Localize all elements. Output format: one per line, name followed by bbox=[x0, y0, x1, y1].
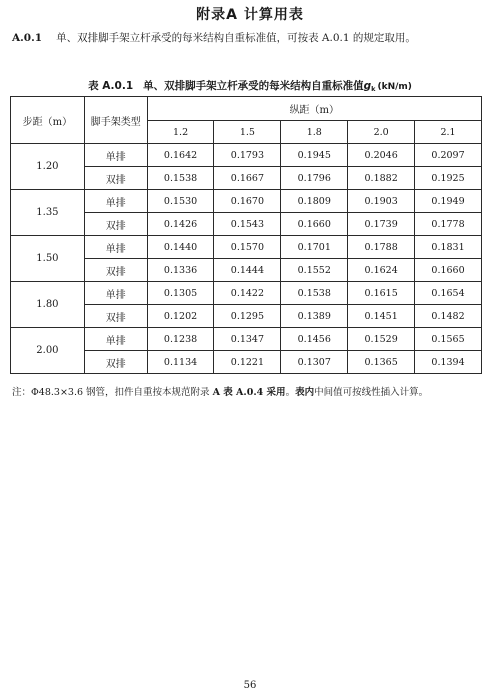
header-span: 纵距（m） bbox=[147, 97, 481, 121]
value-cell: 0.1701 bbox=[281, 236, 348, 259]
value-cell: 0.1538 bbox=[281, 282, 348, 305]
appendix-title: 附录A 计算用表 bbox=[196, 7, 304, 23]
clause-a01 bbox=[12, 30, 490, 45]
table-caption-symbol: g bbox=[363, 80, 372, 92]
value-cell: 0.1831 bbox=[415, 236, 482, 259]
header-span-value: 1.8 bbox=[281, 121, 348, 144]
step-cell: 1.20 bbox=[11, 144, 85, 190]
step-cell: 1.80 bbox=[11, 282, 85, 328]
value-cell: 0.1347 bbox=[214, 328, 281, 351]
table-note bbox=[12, 384, 428, 398]
value-cell: 0.1305 bbox=[147, 282, 214, 305]
value-cell: 0.1440 bbox=[147, 236, 214, 259]
value-cell: 0.1670 bbox=[214, 190, 281, 213]
table-header-row bbox=[11, 97, 482, 121]
value-cell: 0.1456 bbox=[281, 328, 348, 351]
note-middle: 。 bbox=[285, 387, 296, 398]
type-cell: 双排 bbox=[84, 259, 147, 282]
value-cell: 0.1295 bbox=[214, 305, 281, 328]
value-cell: 0.2097 bbox=[415, 144, 482, 167]
step-cell: 2.00 bbox=[11, 328, 85, 374]
type-cell: 双排 bbox=[84, 167, 147, 190]
note-prefix: 注：Φ48.3×3.6 钢管，扣件自重按本规范附录 bbox=[12, 387, 213, 398]
type-cell: 单排 bbox=[84, 282, 147, 305]
value-cell: 0.1389 bbox=[281, 305, 348, 328]
value-cell: 0.1543 bbox=[214, 213, 281, 236]
value-cell: 0.1925 bbox=[415, 167, 482, 190]
value-cell: 0.1778 bbox=[415, 213, 482, 236]
value-cell: 0.1949 bbox=[415, 190, 482, 213]
value-cell: 0.1570 bbox=[214, 236, 281, 259]
self-weight-table bbox=[10, 96, 482, 374]
header-span-value: 1.5 bbox=[214, 121, 281, 144]
table-caption-unit: (kN/m) bbox=[377, 82, 412, 92]
value-cell: 0.1667 bbox=[214, 167, 281, 190]
note-emph: 表内 bbox=[295, 387, 315, 398]
value-cell: 0.2046 bbox=[348, 144, 415, 167]
header-span-value: 1.2 bbox=[147, 121, 214, 144]
table-row bbox=[11, 328, 482, 351]
value-cell: 0.1903 bbox=[348, 190, 415, 213]
value-cell: 0.1482 bbox=[415, 305, 482, 328]
step-cell: 1.35 bbox=[11, 190, 85, 236]
type-cell: 单排 bbox=[84, 328, 147, 351]
value-cell: 0.1134 bbox=[147, 351, 214, 374]
header-span-value: 2.0 bbox=[348, 121, 415, 144]
table-row bbox=[11, 190, 482, 213]
value-cell: 0.1642 bbox=[147, 144, 214, 167]
value-cell: 0.1451 bbox=[348, 305, 415, 328]
note-ref: A 表 A.0.4 采用 bbox=[212, 387, 286, 398]
table-caption-number: 表 A.0.1 bbox=[88, 80, 134, 92]
value-cell: 0.1538 bbox=[147, 167, 214, 190]
value-cell: 0.1530 bbox=[147, 190, 214, 213]
type-cell: 单排 bbox=[84, 236, 147, 259]
clause-text: 单、双排脚手架立杆承受的每米结构自重标准值，可按表 A.0.1 的规定取用。 bbox=[56, 32, 416, 44]
value-cell: 0.1882 bbox=[348, 167, 415, 190]
value-cell: 0.1565 bbox=[415, 328, 482, 351]
value-cell: 0.1809 bbox=[281, 190, 348, 213]
type-cell: 单排 bbox=[84, 144, 147, 167]
table-row bbox=[11, 236, 482, 259]
value-cell: 0.1307 bbox=[281, 351, 348, 374]
type-cell: 单排 bbox=[84, 190, 147, 213]
value-cell: 0.1624 bbox=[348, 259, 415, 282]
header-step: 步距（m） bbox=[11, 97, 85, 144]
value-cell: 0.1422 bbox=[214, 282, 281, 305]
clause-number: A.0.1 bbox=[12, 32, 43, 44]
value-cell: 0.1552 bbox=[281, 259, 348, 282]
value-cell: 0.1660 bbox=[415, 259, 482, 282]
value-cell: 0.1221 bbox=[214, 351, 281, 374]
value-cell: 0.1336 bbox=[147, 259, 214, 282]
step-cell: 1.50 bbox=[11, 236, 85, 282]
value-cell: 0.1365 bbox=[348, 351, 415, 374]
value-cell: 0.1793 bbox=[214, 144, 281, 167]
table-caption-symbol-sub: k bbox=[371, 85, 376, 93]
header-span-value: 2.1 bbox=[415, 121, 482, 144]
value-cell: 0.1529 bbox=[348, 328, 415, 351]
value-cell: 0.1660 bbox=[281, 213, 348, 236]
type-cell: 双排 bbox=[84, 351, 147, 374]
note-suffix: 中间值可按线性插入计算。 bbox=[314, 387, 429, 398]
value-cell: 0.1615 bbox=[348, 282, 415, 305]
value-cell: 0.1394 bbox=[415, 351, 482, 374]
header-type: 脚手架类型 bbox=[84, 97, 147, 144]
value-cell: 0.1739 bbox=[348, 213, 415, 236]
table-caption-text: 单、双排脚手架立杆承受的每米结构自重标准值 bbox=[143, 80, 364, 92]
value-cell: 0.1238 bbox=[147, 328, 214, 351]
value-cell: 0.1788 bbox=[348, 236, 415, 259]
table-caption bbox=[0, 78, 500, 93]
value-cell: 0.1654 bbox=[415, 282, 482, 305]
value-cell: 0.1202 bbox=[147, 305, 214, 328]
value-cell: 0.1444 bbox=[214, 259, 281, 282]
page-number: 56 bbox=[243, 680, 257, 691]
type-cell: 双排 bbox=[84, 305, 147, 328]
value-cell: 0.1945 bbox=[281, 144, 348, 167]
table-row bbox=[11, 282, 482, 305]
value-cell: 0.1426 bbox=[147, 213, 214, 236]
table-row bbox=[11, 144, 482, 167]
value-cell: 0.1796 bbox=[281, 167, 348, 190]
type-cell: 双排 bbox=[84, 213, 147, 236]
